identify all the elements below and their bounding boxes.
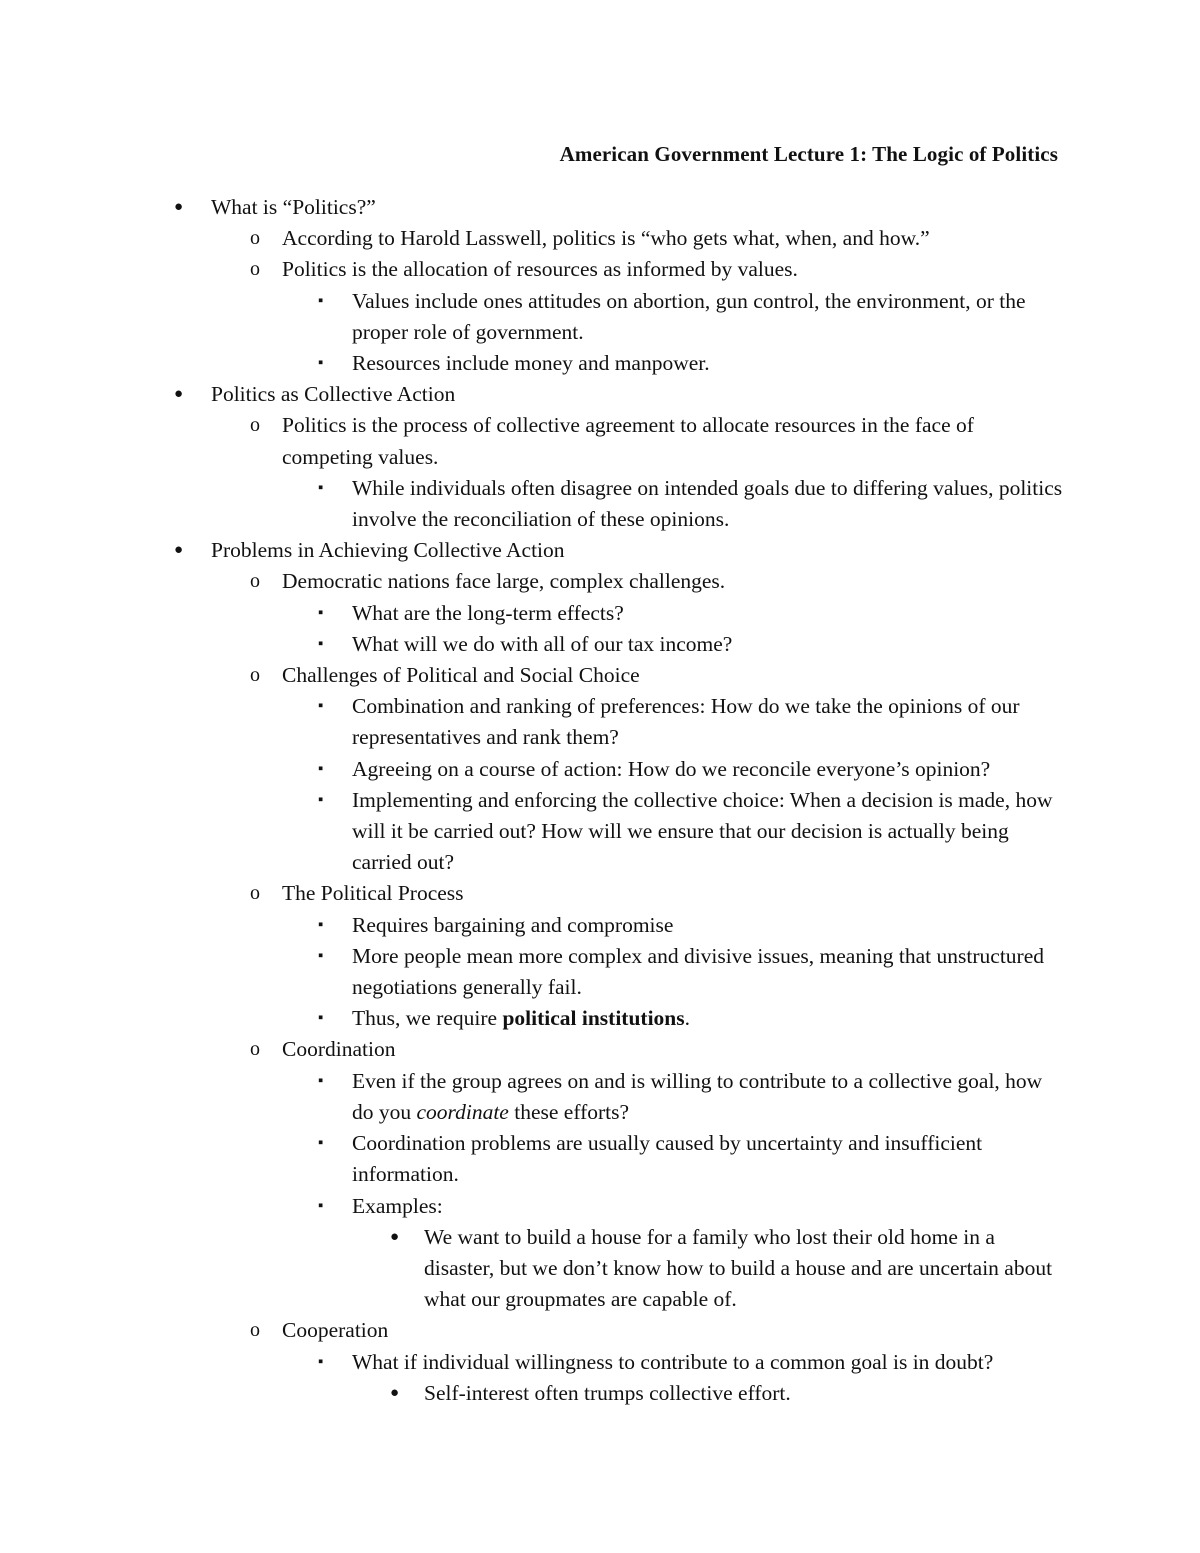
bullet-icon: ● (390, 1384, 400, 1401)
list-item (172, 1128, 1064, 1190)
list-item-text: Politics is the allocation of resources as informed by values. (282, 257, 798, 282)
circle-bullet-icon: o (250, 664, 260, 687)
list-item (172, 910, 1064, 941)
bold-term: political institutions (502, 1006, 685, 1031)
list-item-text: According to Harold Lasswell, politics is “who gets what, when, and how.” (282, 226, 930, 251)
square-bullet-icon: ▪ (318, 1072, 324, 1089)
circle-bullet-icon: o (250, 570, 260, 593)
circle-bullet-icon: o (250, 414, 260, 437)
square-bullet-icon: ▪ (318, 292, 324, 309)
list-item-text: Politics is the process of collective agreement to allocate resources in the face of competing values. (282, 413, 974, 469)
list-item (172, 660, 1066, 691)
list-item-text: Values include ones attitudes on abortion, gun control, the environment, or the proper role of government. (352, 288, 1026, 344)
circle-bullet-icon: o (250, 258, 260, 281)
list-item (172, 941, 1064, 1003)
list-item-text: Implementing and enforcing the collective choice: When a decision is made, how will it be carried out? How will we ensure that our decision is actually being carried out? (352, 787, 1053, 875)
italic-term: coordinate (416, 1099, 509, 1124)
square-bullet-icon: ▪ (318, 355, 324, 372)
section-heading: What is “Politics?” (211, 195, 376, 219)
square-bullet-icon: ▪ (318, 916, 324, 933)
subsection-heading: Cooperation (282, 1318, 389, 1343)
square-bullet-icon: ▪ (318, 1353, 324, 1370)
list-item (172, 785, 1064, 879)
square-bullet-icon: ▪ (318, 947, 324, 964)
list-item (172, 379, 1066, 410)
bullet-icon: ● (174, 386, 184, 403)
list-item-text: Agreeing on a course of action: How do we reconcile everyone’s opinion? (352, 756, 991, 781)
square-bullet-icon: ▪ (318, 1135, 324, 1152)
list-item-text: Democratic nations face large, complex challenges. (282, 569, 726, 594)
list-item (172, 192, 1066, 223)
circle-bullet-icon: o (250, 882, 260, 905)
list-item (172, 878, 1066, 909)
list-item-text: Resources include money and manpower. (352, 351, 710, 376)
list-item (172, 473, 1064, 535)
list-item (172, 629, 1064, 660)
list-item (172, 254, 1066, 285)
subsection-heading: Challenges of Political and Social Choice (282, 663, 640, 688)
list-item-text: Examples: (352, 1193, 443, 1218)
list-item-text: More people mean more complex and divisive issues, meaning that unstructured negotiations generally fail. (352, 943, 1044, 1000)
list-item-text: Combination and ranking of preferences: How do we take the opinions of our representatives and rank them? (352, 694, 1020, 750)
text-run: Thus, we require (352, 1006, 503, 1031)
bullet-icon: ● (174, 542, 184, 559)
list-item (172, 286, 1064, 348)
subsection-heading: The Political Process (282, 881, 464, 906)
list-item (172, 1347, 1064, 1378)
list-item-text (352, 1066, 1064, 1128)
list-item (172, 223, 1066, 254)
circle-bullet-icon: o (250, 1038, 260, 1061)
list-item-text: What will we do with all of our tax income? (352, 631, 733, 656)
list-item (172, 598, 1064, 629)
square-bullet-icon: ▪ (318, 791, 324, 808)
square-bullet-icon: ▪ (318, 479, 324, 496)
list-item-text: Self-interest often trumps collective effort. (424, 1380, 791, 1405)
list-item (172, 1003, 1064, 1034)
list-item (172, 1378, 1064, 1409)
circle-bullet-icon: o (250, 227, 260, 250)
circle-bullet-icon: o (250, 1319, 260, 1342)
square-bullet-icon: ▪ (318, 760, 324, 777)
text-run: . (684, 1006, 691, 1031)
page-title: American Government Lecture 1: The Logic of Politics (559, 142, 1058, 166)
square-bullet-icon: ▪ (318, 698, 324, 715)
list-item (172, 1066, 1064, 1128)
list-item-text: Coordination problems are usually caused by uncertainty and insufficient information. (352, 1131, 983, 1187)
text-run: these efforts? (508, 1099, 630, 1124)
square-bullet-icon: ▪ (318, 1197, 324, 1214)
bullet-icon: ● (390, 1228, 400, 1245)
list-item (172, 535, 1066, 566)
list-item (172, 348, 1064, 379)
text-run: Even if the group agrees on and is willing to contribute to a collective goal, how do you (352, 1068, 1043, 1124)
subsection-heading: Coordination (282, 1037, 396, 1062)
list-item (172, 566, 1066, 597)
list-item-text (352, 1003, 1064, 1034)
list-item (172, 410, 1066, 472)
square-bullet-icon: ▪ (318, 635, 324, 652)
list-item (172, 1222, 1064, 1316)
list-item (172, 1191, 1064, 1222)
list-item (172, 754, 1064, 785)
square-bullet-icon: ▪ (318, 1010, 324, 1027)
lecture-outline (172, 192, 1072, 1409)
list-item (172, 1315, 1066, 1346)
list-item-text: While individuals often disagree on intended goals due to differing values, politics involve the reconciliation of these opinions. (352, 475, 1063, 532)
square-bullet-icon: ▪ (318, 604, 324, 621)
list-item-text: What are the long-term effects? (352, 600, 624, 625)
list-item-text: What if individual willingness to contribute to a common goal is in doubt? (352, 1349, 994, 1374)
bullet-icon: ● (174, 199, 184, 215)
list-item (172, 691, 1064, 753)
list-item (172, 1034, 1066, 1065)
section-heading: Politics as Collective Action (211, 382, 456, 407)
section-heading: Problems in Achieving Collective Action (211, 538, 565, 563)
list-item-text: We want to build a house for a family who lost their old home in a disaster, but we don’t know how to build a house and are uncertain about what our groupmates are capable of. (424, 1224, 1053, 1312)
list-item-text: Requires bargaining and compromise (352, 912, 674, 937)
